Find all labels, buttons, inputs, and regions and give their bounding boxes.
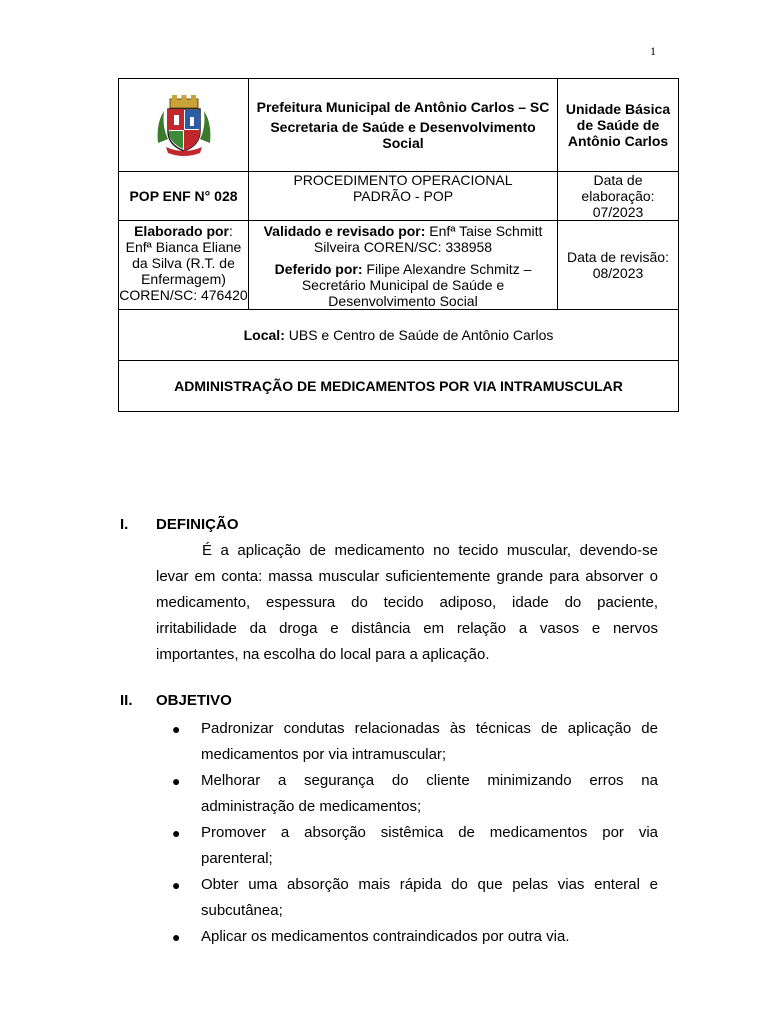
page-number: 1 bbox=[650, 44, 656, 58]
location-label: Local: bbox=[243, 327, 285, 343]
elaboration-date-label: Data de elaboração: bbox=[581, 172, 655, 204]
definition-text: É a aplicação de medicamento no tecido muscular, devendo-se levar em conta: massa muscular suficientemente grande para absorver o medicamento, espessura do tecido adiposo, idade do paciente, irritabilidade da droga e distância em relação a vasos e nervos importantes, na escolha do local para a aplicação. bbox=[156, 542, 658, 663]
unit-name: Unidade Básica de Saúde de Antônio Carlos bbox=[558, 79, 679, 172]
section-objective bbox=[118, 692, 658, 945]
validated-by-block bbox=[249, 223, 557, 255]
bullet-icon: ● bbox=[172, 929, 181, 945]
procedure-type-cell bbox=[249, 172, 558, 221]
validated-by-name: Enfª Taise Schmitt Silveira COREN/SC: 338958 bbox=[313, 223, 543, 255]
coat-of-arms-cell bbox=[119, 79, 249, 172]
location-value: UBS e Centro de Saúde de Antônio Carlos bbox=[284, 327, 554, 343]
section-number: II. bbox=[120, 692, 133, 709]
section-title: OBJETIVO bbox=[156, 692, 232, 709]
elaborated-by-label: Elaborado por bbox=[134, 223, 229, 239]
approved-by-block bbox=[249, 261, 557, 309]
bullet-icon: ● bbox=[172, 825, 181, 841]
org-name: Prefeitura Municipal de Antônio Carlos – SC bbox=[256, 99, 550, 115]
procedure-line2: PADRÃO - POP bbox=[352, 188, 454, 204]
section-title: DEFINIÇÃO bbox=[156, 516, 239, 533]
validated-by-label: Validado e revisado por: bbox=[263, 223, 426, 239]
objective-list bbox=[156, 716, 658, 950]
approved-by-label: Deferido por: bbox=[274, 261, 363, 277]
validation-cell bbox=[249, 221, 558, 310]
elaboration-date-cell bbox=[558, 172, 679, 221]
list-item: ● Melhorar a segurança do cliente minimizando erros na administração de medicamentos; bbox=[156, 768, 658, 820]
bullet-icon: ● bbox=[172, 721, 181, 737]
bullet-icon: ● bbox=[172, 773, 181, 789]
organization-cell bbox=[249, 79, 558, 172]
municipal-coat-of-arms-icon bbox=[152, 93, 216, 157]
list-item: ● Padronizar condutas relacionadas às técnicas de aplicação de medicamentos por via intramuscular; bbox=[156, 716, 658, 768]
elaborated-by-cell bbox=[119, 221, 249, 310]
document-title: ADMINISTRAÇÃO DE MEDICAMENTOS POR VIA INTRAMUSCULAR bbox=[119, 361, 679, 412]
elaboration-date-value: 07/2023 bbox=[592, 204, 644, 220]
section-number: I. bbox=[120, 516, 129, 533]
document-header-table bbox=[118, 78, 679, 412]
pop-number: POP ENF N° 028 bbox=[119, 172, 249, 221]
list-item: ● Obter uma absorção mais rápida do que pelas vias enteral e subcutânea; bbox=[156, 872, 658, 924]
elaborated-by-name: Enfª Bianca Eliane da Silva (R.T. de Enfermagem) COREN/SC: 476420 bbox=[119, 239, 248, 303]
org-department: Secretaria de Saúde e Desenvolvimento Social bbox=[270, 119, 536, 151]
bullet-icon: ● bbox=[172, 877, 181, 893]
list-item: ● Aplicar os medicamentos contraindicados por outra via. bbox=[156, 924, 658, 950]
approved-by-name: Filipe Alexandre Schmitz – Secretário Municipal de Saúde e Desenvolvimento Social bbox=[301, 261, 532, 309]
section-definition bbox=[118, 516, 658, 663]
definition-paragraph bbox=[156, 538, 658, 668]
location-cell bbox=[119, 310, 679, 361]
list-item: ● Promover a absorção sistêmica de medicamentos por via parenteral; bbox=[156, 820, 658, 872]
procedure-line1: PROCEDIMENTO OPERACIONAL bbox=[293, 172, 513, 188]
revision-date-cell bbox=[558, 221, 679, 310]
revision-date-label: Data de revisão: bbox=[567, 249, 669, 265]
elaborated-by-colon: : bbox=[229, 223, 233, 239]
revision-date-value: 08/2023 bbox=[592, 265, 644, 281]
